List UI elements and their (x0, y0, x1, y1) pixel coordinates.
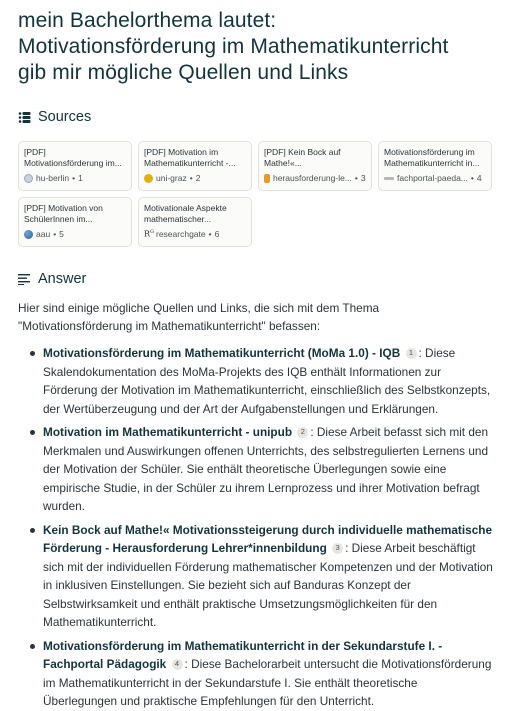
fachportal-favicon-icon (384, 177, 394, 180)
source-name: uni-graz (156, 173, 187, 183)
list-item-title: Motivationsförderung im Mathematikunterricht (MoMa 1.0) - IQB (43, 346, 401, 360)
sources-stack-icon (18, 111, 31, 124)
source-separator: • (72, 173, 76, 183)
source-separator: • (53, 229, 57, 239)
source-card-title: Motivationsförderung im Mathematikunterricht in... (384, 147, 480, 168)
source-separator: • (208, 229, 212, 239)
source-index: 3 (360, 173, 366, 183)
source-name: aau (36, 229, 51, 239)
source-card[interactable] (258, 141, 372, 191)
source-index: 4 (476, 173, 482, 183)
list-item-text: : Diese Bachelorarbeit untersucht die Motivationsförderung im Mathematikunterricht in der Sekundarstufe I. Sie enthält theoretische Überlegungen und praktische Empfehlungen für den Unterricht. (43, 657, 492, 708)
source-card[interactable] (378, 141, 492, 191)
sources-header (18, 107, 493, 127)
list-item-title: Kein Bock auf Mathe!« Motivationssteigerung durch individuelle mathematische Förderung - Herausforderung Lehrer*innenbildung (43, 522, 493, 555)
source-card-meta (264, 173, 366, 183)
source-separator: • (189, 173, 193, 183)
source-card-meta (24, 229, 126, 239)
source-card-title: [PDF] Motivation von SchülerInnen im... (24, 203, 103, 224)
list-item-title: Motivationsförderung im Mathematikunterricht in der Sekundarstufe I. - Fachportal Pädagogik (43, 638, 443, 671)
source-card[interactable] (18, 141, 132, 191)
source-card-meta (144, 229, 246, 239)
answer-header (18, 269, 493, 289)
query-line: mein Bachelorthema lautet: (18, 9, 277, 32)
source-card-meta (384, 173, 486, 183)
source-name: fachportal-paeda... (397, 173, 468, 183)
source-card-title: [PDF] Motivationsförderung im... (24, 147, 122, 168)
source-cards (18, 141, 493, 247)
source-index: 2 (195, 173, 201, 183)
aau-favicon-icon (24, 230, 33, 239)
hu-berlin-favicon-icon (24, 174, 33, 183)
source-index: 1 (78, 173, 83, 183)
list-item-text: : Diese Arbeit befasst sich mit den Merkmalen und Auswirkungen offenen Unterrichts, des selbstregulierten Lernens und der Motivation der Schüler. Sie enthält theoretische Überlegungen sowie eine empirische Studie, in der Schüler zu ihrem Lernprozess und ihrer Motivation befragt wurden. (43, 425, 489, 513)
source-index: 6 (214, 229, 220, 239)
source-card-title: [PDF] Motivation im Mathematikunterricht -... (144, 147, 236, 168)
source-card[interactable] (18, 197, 132, 247)
source-name: researchgate (156, 229, 206, 239)
answer-title: Answer (38, 271, 87, 287)
source-card-title: Motivationale Aspekte mathematischer... (144, 203, 227, 224)
query-line: gib mir mögliche Quellen und Links (18, 61, 349, 84)
user-query (18, 0, 493, 86)
source-separator: • (470, 173, 474, 183)
source-card[interactable] (138, 197, 252, 247)
list-item (18, 637, 493, 711)
uni-graz-favicon-icon (144, 174, 153, 183)
answer-lines-icon (18, 273, 31, 285)
source-card-meta (24, 173, 126, 183)
source-name: herausforderung-le... (273, 173, 352, 183)
list-item-title: Motivation im Mathematikunterricht - unipub (43, 425, 293, 439)
source-index: 5 (59, 229, 64, 239)
sources-title: Sources (38, 109, 92, 125)
researchgate-favicon-icon: $R^G$ (144, 229, 155, 239)
list-item (18, 344, 493, 418)
source-card-meta (144, 173, 246, 183)
query-line: Motivationsförderung im Mathematikunterricht (18, 35, 449, 58)
list-item-text: : Diese Arbeit beschäftigt sich mit der individuellen Förderung mathematischer Kompetenzen und der Motivation in inklusiven Einstellungen. Sie bezieht sich auf Banduras Konzept der Selbstwirksamkeit und enthält praktische Umsetzungsmöglichkeiten für den Mathematikunterricht. (43, 541, 493, 629)
citation-badge[interactable]: 1 (406, 348, 417, 359)
list-item (18, 423, 493, 516)
citation-badge[interactable]: 3 (332, 543, 343, 554)
list-item-text: : Diese Skalendokumentation des MoMa-Projekts des IQB enthält Informationen zur Förderung der Motivation im Mathematikunterricht, einschließlich des Selbstkonzepts, der Wertüberzeugung und der Art der Aufgabenstellungen und Erklärungen. (43, 346, 491, 416)
list-item (18, 521, 493, 632)
answer-list (18, 344, 493, 711)
citation-badge[interactable]: 2 (297, 427, 308, 438)
source-card-title: [PDF] Kein Bock auf Mathe!«... (264, 147, 341, 168)
herausforderung-favicon-icon (264, 174, 270, 183)
answer-intro: Hier sind einige mögliche Quellen und Links, die sich mit dem Thema "Motivationsförderung im Mathematikunterricht" befassen: (18, 301, 380, 333)
source-separator: • (354, 173, 358, 183)
source-card[interactable] (138, 141, 252, 191)
source-name: hu-berlin (36, 173, 70, 183)
citation-badge[interactable]: 4 (172, 659, 183, 670)
